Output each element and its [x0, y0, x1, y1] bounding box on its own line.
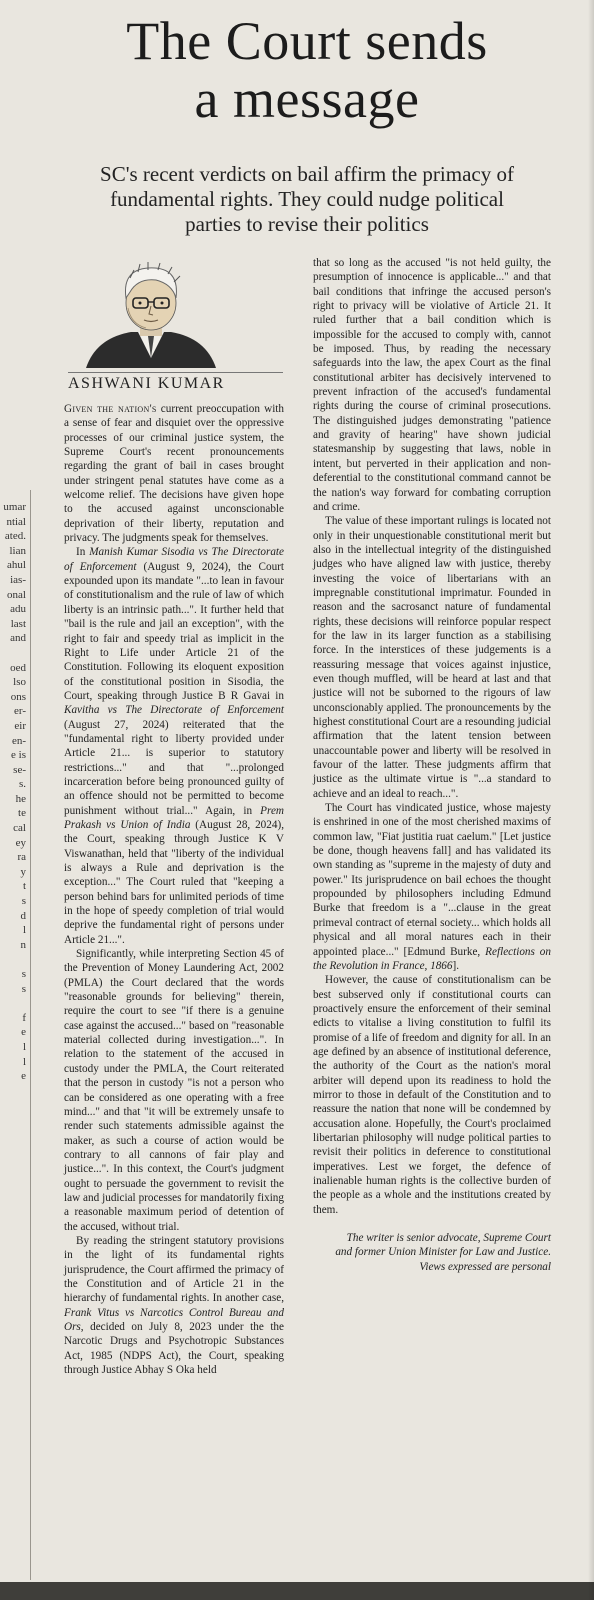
adjacent-text-fragment: l — [22, 1055, 26, 1068]
adjacent-text-fragment: ated. — [4, 530, 26, 543]
paragraph-4-text-a: By reading the stringent statutory provisions in the light of its fundamental rights jurisprudence, the Court affirmed the primacy of the Constitution and of Article 21 in the hierarchy of fundamental rights. In another case, — [64, 1234, 284, 1305]
case-name-frank-vitus: Frank Vitus vs Narcotics Control Bureau and Ors — [64, 1306, 284, 1333]
adjacent-text-fragment: en- — [11, 734, 26, 747]
page-edge-shadow — [588, 0, 594, 1600]
paragraph-3: Significantly, while interpreting Section 45 of the Prevention of Money Laundering Act, 2002 (PMLA) the Court declared that the words "reasonable grounds for believing" therein, require the court to see "if there is a genuine case against the accused..." based on "reasonable material collected during investigation...". In relation to the statement of the accused in custody under the PMLA, the Court reiterated that the person in custody "is not a person who can be considered as one operating with a free mind..." and that "it will be extremely unsafe to render such statements admissible against the maker, as such a course of action would be contrary to all cannons of fair play and justice...". In this context, the Court's judgment ought to persuade the government to revisit the law and judicial processes for mandatorily fixing a reasonable maximum period of detention of the accused, without trial. — [64, 948, 284, 1233]
paragraph-7 — [313, 801, 551, 973]
deck-line-2: fundamental rights. They could nudge political — [110, 187, 504, 211]
adjacent-text-fragment: ias- — [10, 573, 26, 586]
adjacent-text-fragment: ey — [15, 836, 26, 849]
adjacent-text-fragment: te — [18, 807, 26, 820]
adjacent-article-clipped-column — [0, 500, 26, 1580]
adjacent-text-fragment: e — [21, 1026, 26, 1039]
paragraph-1-text: current preoccupation with a sense of fear and disquiet over the oppressive processes of our criminal justice system, the Supreme Court's recent pronouncements regarding the grant of bail in cases brought under stringent penal statutes have come as a welcome relief. The decisions have given hope to the accused against unconscionable deprivation of their liberty, reputation and privacy. The judgments speak for themselves. — [64, 403, 285, 545]
case-name-sisodia: Manish Kumar Sisodia vs The Directorate of Enforcement — [64, 546, 284, 573]
column-divider-rule — [30, 490, 31, 1580]
adjacent-text-fragment: er- — [14, 705, 26, 718]
adjacent-text-fragment — [0, 646, 26, 661]
adjacent-text-fragments — [0, 500, 26, 1084]
adjacent-text-fragment: eir — [14, 719, 26, 732]
paragraph-7-text-a: The Court has vindicated justice, whose majesty is enshrined in one of the most cherished maxims of common law, "Fiat justitia ruat caelum." [Let justice be done, though heavens fall] and has validated its own standing as "supreme in the majesty of duty and power." Its jurisprudence on bail echoes the thought propounded by philosophers including Edmund Burke that freedom is a "...clause in the great primeval contract of eternal society... which holds all physical and all moral natures each in their appointed place..." [Edmund Burke, — [313, 802, 551, 958]
case-name-prem-prakash: Prem Prakash vs Union of India — [64, 804, 284, 831]
adjacent-text-fragment: l — [22, 924, 26, 937]
adjacent-text-fragment: cal — [13, 822, 26, 835]
adjacent-text-fragment: ntial — [6, 515, 26, 528]
paragraph-2 — [64, 545, 284, 947]
adjacent-text-fragment: ons — [10, 690, 26, 703]
author-block — [68, 258, 298, 393]
paragraph-2-text-b: (August 9, 2024), the Court expounded upon its mandate "...to lean in favour of constitutionalism and the rule of law of which liberty is an intrinsic path...". It further held that "bail is the rule and jail an exception", with the right to fair and speedy trial as implicit in the Right to Life under Article 21 of the Constitution. Following its eloquent exposition of the constitutional position in Sisodia, the Court, speaking through Justice B R Gavai in — [64, 560, 284, 702]
book-title-burke: Reflections on the Revolution in France, 1866 — [313, 945, 551, 972]
paragraph-8: However, the cause of constitutionalism can be best subserved only if constitutional courts can proactively ensure the enforcement of their seminal edicts to vitalise a living constitution to fulfil its promise of a life of freedom and dignity for all. In an age defined by an absence of institutional deference, the authority of the Court as the nation's moral arbiter will depend upon its readiness to hold the mirror to those in default of the Constitution and to reassure the nation that none will be condemned by accusation alone. Hopefully, the Court's proclaimed libertarian philosophy will nudge political parties to revisit their politics in deference to constitutional imperatives. Lest we forget, the defence of inalienable human rights is the collective burden of the people as a whole and the institutions created by them. — [313, 974, 551, 1216]
paragraph-5: that so long as the accused "is not held guilty, the presumption of innocence is applicable..." and that bail conditions that infringe the accused person's right to privacy will be violative of Article 21. It ruled further that a bail condition which is impossible for the accused to comply with, cannot be imposed. Thus, by reading the necessary safeguards into the law, the apex Court as the final constitutional arbiter has decisively intervened to prevent infraction of the accused's fundamental rights during the course of criminal prosecutions. The distinguished judges demonstrating "patience and gravity of hearing" have shown judicial statesmanship by suggesting that laws, noble in intent, but perverted in their application and non-deferential to the constitutional command cannot be the nation's way forward for combating corruption and crime. — [313, 257, 551, 513]
adjacent-text-fragment: e is — [11, 749, 26, 762]
adjacent-text-fragment: last — [10, 617, 26, 630]
adjacent-text-fragment: he — [15, 792, 26, 805]
deck-line-1: SC's recent verdicts on bail affirm the primacy of — [100, 162, 514, 186]
paragraph-2-text-c: (August 27, 2024) reiterated that the "fundamental right to liberty provided under Article 21... is superior to statutory restrictions..." and that "...prolonged incarceration before being pronounced guilty of an offence should not be permitted to become punishment without trial..." Again, in — [64, 718, 284, 817]
adjacent-text-fragment: f — [22, 1011, 26, 1024]
deck-line-3: parties to revise their politics — [185, 212, 429, 236]
adjacent-text-fragment — [0, 952, 26, 967]
author-portrait-illustration — [76, 258, 226, 368]
author-footnote: The writer is senior advocate, Supreme Court and former Union Minister for Law and Justice. Views expressed are personal — [335, 1232, 551, 1273]
adjacent-text-fragment: se- — [13, 763, 26, 776]
paragraph-2-text-d: (August 28, 2024), the Court, speaking through Justice K V Viswanathan, held that "liberty of the individual is always a Rule and deprivation is the exception..." The Court ruled that "keeping a person behind bars for unlimited periods of time in the hope of speedy completion of trial would deprive the fundamental right of persons under Article 21...". — [64, 818, 284, 946]
adjacent-text-fragment: s. — [18, 778, 26, 791]
paragraph-1 — [64, 402, 284, 545]
paragraph-2-text-a: In — [76, 546, 90, 559]
adjacent-text-fragment: d — [20, 909, 26, 922]
adjacent-text-fragment: lian — [9, 544, 26, 557]
adjacent-text-fragment: lso — [13, 676, 26, 689]
deck-subheadline — [70, 162, 544, 237]
headline-line-2: a message — [194, 69, 420, 129]
case-name-kavitha: Kavitha vs The Directorate of Enforcement — [64, 704, 284, 717]
bottom-dark-strip — [0, 1582, 594, 1600]
adjacent-text-fragment: s — [21, 968, 26, 980]
adjacent-text-fragment: e — [21, 1070, 26, 1083]
paragraph-6: The value of these important rulings is located not only in their unquestionable constitutional merit but also in the intellectual integrity of the distinguished judges who have aligned law with justice, thereby investing the voice of libertarians with an impregnable constitutional imprimatur. Founded in reason and the sacrosanct nature of fundamental rights, these decisions will reinforce popular respect for the law in its larger function as a stabilising force. In the interstices of these judgements is a reassuring message that voices against injustice, even though muffled, will be heard at last and that justice will not be suborned to the rigours of law unconscionably applied. The pronouncements by the highest constitutional Court are a resounding judicial affirmation that the latent tension between unaccountable power and liberty will be resolved in favour of the latter. These judgments affirm that justice as the ultimate virtue is "...a standard to achieve and an ideal to reach...". — [313, 515, 551, 800]
adjacent-text-fragment: s — [21, 895, 26, 908]
adjacent-text-fragment: n — [20, 938, 26, 951]
paragraph-4-text-b: , decided on July 8, 2023 under the the Narcotic Drugs and Psychotropic Substances Act, 1985 (NDPS Act), the Court, speaking through Justice Abhay S Oka held — [64, 1321, 284, 1377]
adjacent-text-fragment — [0, 996, 26, 1011]
adjacent-text-fragment: t — [22, 880, 26, 893]
author-byline: ASHWANI KUMAR — [68, 375, 225, 392]
adjacent-text-fragment: l — [22, 1040, 26, 1053]
adjacent-text-fragment: y — [20, 865, 26, 878]
headline — [40, 12, 574, 128]
adjacent-text-fragment: adu — [10, 603, 26, 616]
paragraph-4 — [64, 1234, 284, 1377]
lead-in-caps: Given the nation's — [64, 403, 157, 415]
adjacent-text-fragment: onal — [7, 588, 26, 601]
headline-line-1: The Court sends — [126, 11, 488, 71]
article-column-2 — [313, 256, 551, 1274]
adjacent-text-fragment: ahul — [7, 559, 26, 572]
adjacent-text-fragment: umar — [3, 501, 26, 513]
adjacent-text-fragment: and — [10, 632, 26, 645]
adjacent-text-fragment: ra — [17, 851, 26, 864]
adjacent-text-fragment: s — [21, 982, 26, 995]
adjacent-text-fragment: oed — [10, 661, 26, 674]
article-column-1 — [64, 402, 284, 1377]
paragraph-7-text-b: ]. — [452, 959, 460, 972]
